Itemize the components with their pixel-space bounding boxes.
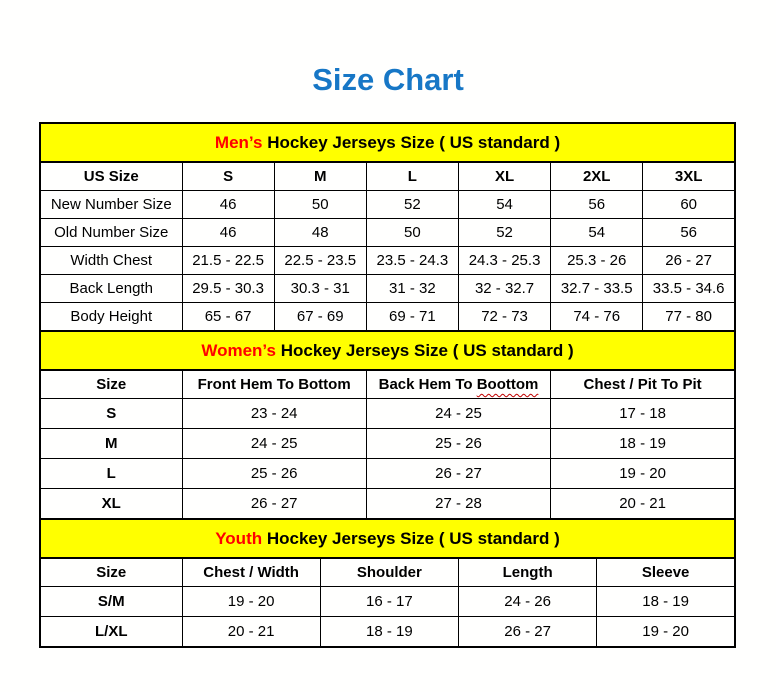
mens-value-cell: 26 - 27: [643, 247, 735, 275]
womens-table-row: [40, 429, 735, 459]
youth-column-header: Length: [459, 558, 597, 587]
mens-value-cell: 33.5 - 34.6: [643, 275, 735, 303]
mens-table-row: [40, 191, 735, 219]
womens-banner-text: Hockey Jerseys Size ( US standard ): [275, 340, 574, 360]
womens-banner-row: [40, 331, 735, 370]
youth-column-header: Size: [40, 558, 182, 587]
youth-table-row: [40, 617, 735, 648]
womens-row-label: L: [40, 459, 182, 489]
womens-value-cell: 23 - 24: [182, 399, 366, 429]
womens-header-row: [40, 370, 735, 399]
womens-value-cell: 24 - 25: [182, 429, 366, 459]
womens-row-label: M: [40, 429, 182, 459]
mens-value-cell: 69 - 71: [366, 303, 458, 332]
mens-column-header: US Size: [40, 162, 182, 191]
womens-column-header: Front Hem To Bottom: [182, 370, 366, 399]
youth-value-cell: 26 - 27: [459, 617, 597, 648]
womens-table: [39, 330, 736, 520]
mens-value-cell: 22.5 - 23.5: [274, 247, 366, 275]
mens-value-cell: 32.7 - 33.5: [551, 275, 643, 303]
womens-section-banner: [40, 331, 735, 370]
mens-value-cell: 60: [643, 191, 735, 219]
mens-row-label: Old Number Size: [40, 219, 182, 247]
page-title: Size Chart: [312, 62, 464, 97]
misspelled-word: Boottom: [476, 376, 539, 393]
mens-value-cell: 30.3 - 31: [274, 275, 366, 303]
womens-row-label: XL: [40, 489, 182, 520]
mens-section-banner: [40, 123, 735, 162]
womens-value-cell: 19 - 20: [551, 459, 735, 489]
mens-value-cell: 25.3 - 26: [551, 247, 643, 275]
mens-value-cell: 32 - 32.7: [458, 275, 550, 303]
mens-value-cell: 50: [274, 191, 366, 219]
mens-table-row: [40, 219, 735, 247]
mens-value-cell: 54: [551, 219, 643, 247]
mens-table-row: [40, 247, 735, 275]
mens-value-cell: 46: [182, 219, 274, 247]
mens-value-cell: 74 - 76: [551, 303, 643, 332]
womens-value-cell: 25 - 26: [182, 459, 366, 489]
mens-row-label: New Number Size: [40, 191, 182, 219]
mens-value-cell: 23.5 - 24.3: [366, 247, 458, 275]
womens-value-cell: 27 - 28: [366, 489, 550, 520]
mens-value-cell: 46: [182, 191, 274, 219]
womens-column-header: [366, 370, 550, 399]
youth-banner-text: Hockey Jerseys Size ( US standard ): [262, 528, 560, 548]
womens-value-cell: 18 - 19: [551, 429, 735, 459]
mens-banner-text: Hockey Jerseys Size ( US standard ): [262, 132, 561, 152]
youth-banner-accent: Youth: [215, 528, 263, 548]
youth-row-label: S/M: [40, 587, 182, 617]
mens-column-header: L: [366, 162, 458, 191]
youth-section-banner: [40, 519, 735, 558]
mens-banner-accent: Men’s: [214, 132, 263, 152]
womens-value-cell: 25 - 26: [366, 429, 550, 459]
womens-value-cell: 24 - 25: [366, 399, 550, 429]
mens-column-header: XL: [458, 162, 550, 191]
mens-row-label: Width Chest: [40, 247, 182, 275]
mens-value-cell: 54: [458, 191, 550, 219]
womens-value-cell: 26 - 27: [182, 489, 366, 520]
youth-value-cell: 18 - 19: [320, 617, 458, 648]
mens-value-cell: 67 - 69: [274, 303, 366, 332]
womens-row-label: S: [40, 399, 182, 429]
youth-value-cell: 16 - 17: [320, 587, 458, 617]
youth-table-row: [40, 587, 735, 617]
womens-banner-accent: Women’s: [201, 340, 276, 360]
mens-column-header: M: [274, 162, 366, 191]
womens-column-header: Size: [40, 370, 182, 399]
mens-banner-row: [40, 123, 735, 162]
womens-table-row: [40, 489, 735, 520]
mens-column-header: S: [182, 162, 274, 191]
youth-column-header: Chest / Width: [182, 558, 320, 587]
womens-value-cell: 17 - 18: [551, 399, 735, 429]
size-chart-tables: [39, 122, 734, 648]
mens-value-cell: 48: [274, 219, 366, 247]
youth-value-cell: 20 - 21: [182, 617, 320, 648]
mens-value-cell: 29.5 - 30.3: [182, 275, 274, 303]
youth-column-header: Sleeve: [597, 558, 735, 587]
womens-table-row: [40, 459, 735, 489]
mens-row-label: Back Length: [40, 275, 182, 303]
womens-table-row: [40, 399, 735, 429]
mens-table-row: [40, 303, 735, 332]
mens-column-header: 2XL: [551, 162, 643, 191]
youth-banner-row: [40, 519, 735, 558]
mens-value-cell: 24.3 - 25.3: [458, 247, 550, 275]
mens-value-cell: 31 - 32: [366, 275, 458, 303]
youth-header-row: [40, 558, 735, 587]
mens-value-cell: 50: [366, 219, 458, 247]
mens-value-cell: 21.5 - 22.5: [182, 247, 274, 275]
mens-value-cell: 77 - 80: [643, 303, 735, 332]
womens-column-header: Chest / Pit To Pit: [551, 370, 735, 399]
mens-row-label: Body Height: [40, 303, 182, 332]
youth-value-cell: 18 - 19: [597, 587, 735, 617]
youth-table: [39, 518, 736, 648]
mens-value-cell: 52: [366, 191, 458, 219]
womens-value-cell: 26 - 27: [366, 459, 550, 489]
womens-value-cell: 20 - 21: [551, 489, 735, 520]
youth-value-cell: 24 - 26: [459, 587, 597, 617]
mens-column-header: 3XL: [643, 162, 735, 191]
mens-value-cell: 72 - 73: [458, 303, 550, 332]
youth-column-header: Shoulder: [320, 558, 458, 587]
mens-header-row: [40, 162, 735, 191]
mens-value-cell: 56: [551, 191, 643, 219]
header-text: Back Hem To: [378, 376, 477, 393]
youth-row-label: L/XL: [40, 617, 182, 648]
mens-value-cell: 52: [458, 219, 550, 247]
mens-table-row: [40, 275, 735, 303]
mens-value-cell: 56: [643, 219, 735, 247]
mens-value-cell: 65 - 67: [182, 303, 274, 332]
mens-table: [39, 122, 736, 332]
youth-value-cell: 19 - 20: [597, 617, 735, 648]
youth-value-cell: 19 - 20: [182, 587, 320, 617]
